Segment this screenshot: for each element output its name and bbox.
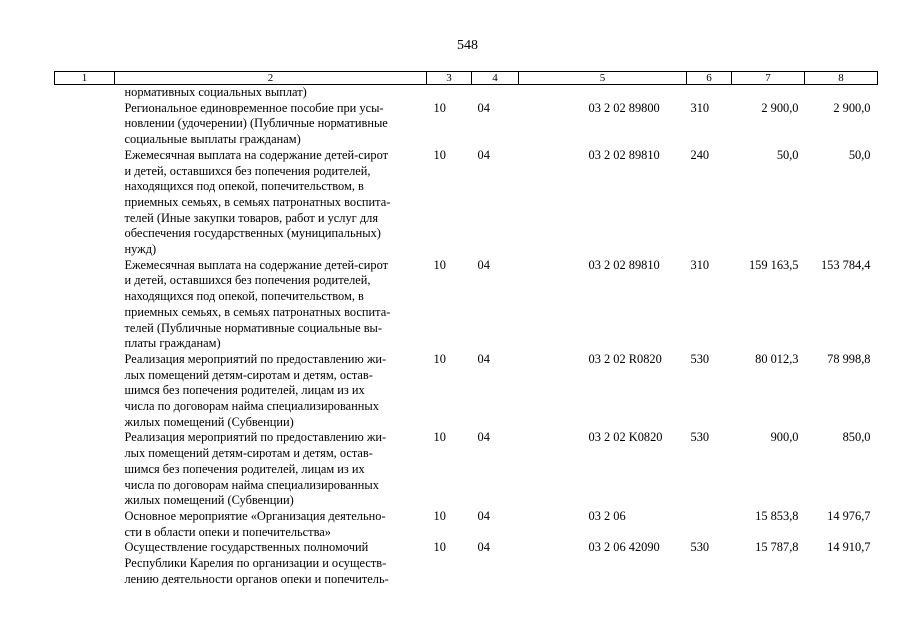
cell-c5: 03 2 06 [588,508,626,523]
cell-c5: 03 2 02 89810 [588,257,660,272]
cell-c3: 10 [433,100,446,115]
cell-c4: 04 [477,351,490,366]
cell-c6: 240 [690,147,710,162]
cell-c3: 10 [433,430,446,445]
cell-c6: 530 [690,540,710,555]
cell-name [115,430,427,509]
cell-col1 [55,430,115,509]
column-header-4: 4 [472,72,519,85]
cell-name [115,258,427,352]
name-line: лению деятельности органов опеки и попечитель- [124,571,389,586]
cell-c4: 04 [477,147,490,162]
cell-col1 [55,258,115,352]
cell-c3: 10 [433,351,446,366]
cell-c6: 530 [690,430,710,445]
name-line: Реализация мероприятий по предоставлению жи- [124,351,387,366]
cell-c5: 03 2 02 89800 [588,100,660,115]
column-header-2: 2 [115,72,427,85]
name-line: телей (Иные закупки товаров, работ и услуг для [124,210,379,225]
name-line: жилых помещений (Субвенции) [124,414,294,429]
cell-c4: 04 [477,257,490,272]
name-line: шимся без попечения родителей, лицам из их [124,461,365,476]
cell-c8: 850,0 [842,430,871,445]
cell-c6: 310 [690,257,710,272]
cell-col1 [55,352,115,431]
cell-c4: 04 [477,540,490,555]
cell-c5: 03 2 02 89810 [588,147,660,162]
name-line: находящихся под опекой, попечительством, в [124,179,364,194]
cell-c7: 900,0 [770,430,799,445]
table-row [55,509,878,540]
cell-c5: 03 2 06 42090 [588,540,660,555]
name-line: числа по договорам найма специализированных [124,399,379,414]
table-row [55,540,878,587]
cell-c4: 04 [477,100,490,115]
cell-c7: 50,0 [776,147,799,162]
cell-c8: 14 976,7 [827,508,871,523]
cell-c3: 10 [433,147,446,162]
cell-c7: 15 787,8 [755,540,799,555]
cell-c7: 80 012,3 [755,351,799,366]
name-line: социальные выплаты гражданам) [124,132,301,147]
cell-c8 [805,85,878,101]
name-line: шимся без попечения родителей, лицам из их [124,383,365,398]
name-line: Ежемесячная выплата на содержание детей-сирот [124,257,389,272]
name-line: Осуществление государственных полномочий [124,540,369,555]
name-line: Республики Карелия по организации и осуществ- [124,556,387,571]
cell-c3 [427,85,472,101]
cell-c8: 2 900,0 [833,100,871,115]
name-line: платы гражданам) [124,336,221,351]
cell-col1 [55,509,115,540]
name-line: Региональное единовременное пособие при усы- [124,100,384,115]
cell-c8: 78 998,8 [827,351,871,366]
name-line: лых помещений детям-сиротам и детям, остав- [124,446,373,461]
table-row [55,258,878,352]
name-line: обеспечения государственных (муниципальных) [124,226,381,241]
cell-c6: 310 [690,100,710,115]
cell-c7: 159 163,5 [748,257,799,272]
name-line: и детей, оставшихся без попечения родителей, [124,273,371,288]
name-line: сти в области опеки и попечительства» [124,524,331,539]
cell-c8: 50,0 [848,147,871,162]
column-header-3: 3 [427,72,472,85]
name-line: нормативных социальных выплат) [124,85,307,99]
budget-table [54,71,878,588]
cell-c4: 04 [477,430,490,445]
cell-c7: 15 853,8 [755,508,799,523]
cell-name [115,101,427,148]
name-line: приемных семьях, в семьях патронатных воспита- [124,194,391,209]
cell-c3: 10 [433,540,446,555]
cell-c8: 153 784,4 [820,257,871,272]
cell-c6: 530 [690,351,710,366]
page-number: 548 [457,38,478,53]
cell-col1 [55,85,115,101]
cell-c4 [472,85,519,101]
name-line: лых помещений детям-сиротам и детям, остав- [124,367,373,382]
name-line: Ежемесячная выплата на содержание детей-сирот [124,147,389,162]
cell-col1 [55,101,115,148]
name-line: числа по договорам найма специализированных [124,477,379,492]
column-header-8: 8 [805,72,878,85]
cell-name [115,148,427,258]
cell-name [115,540,427,587]
cell-c3: 10 [433,257,446,272]
cell-c5: 03 2 02 K0820 [588,430,663,445]
table-header-row [55,72,878,85]
table-body [55,85,878,588]
table-row [55,430,878,509]
table-row [55,101,878,148]
name-line: телей (Публичные нормативные социальные вы- [124,320,382,335]
column-header-5: 5 [519,72,687,85]
cell-c6 [687,509,732,540]
cell-c8: 14 910,7 [827,540,871,555]
cell-col1 [55,540,115,587]
cell-c5: 03 2 02 R0820 [588,351,662,366]
name-line: Реализация мероприятий по предоставлению жи- [124,430,387,445]
table-row [55,85,878,101]
cell-name [115,85,427,101]
table-row [55,352,878,431]
column-header-1: 1 [55,72,115,85]
cell-c7 [732,85,805,101]
name-line: Основное мероприятие «Организация деятельно- [124,508,386,523]
name-line: нужд) [124,242,157,257]
name-line: приемных семьях, в семьях патронатных воспита- [124,304,391,319]
cell-c4: 04 [477,508,490,523]
column-header-7: 7 [732,72,805,85]
column-header-6: 6 [687,72,732,85]
cell-c3: 10 [433,508,446,523]
name-line: жилых помещений (Субвенции) [124,493,294,508]
cell-c7: 2 900,0 [761,100,799,115]
table-row [55,148,878,258]
cell-name [115,352,427,431]
name-line: находящихся под опекой, попечительством, в [124,289,364,304]
cell-col1 [55,148,115,258]
name-line: новлении (удочерении) (Публичные нормативные [124,116,388,131]
cell-c5 [519,85,687,101]
cell-name [115,509,427,540]
name-line: и детей, оставшихся без попечения родителей, [124,163,371,178]
cell-c6 [687,85,732,101]
